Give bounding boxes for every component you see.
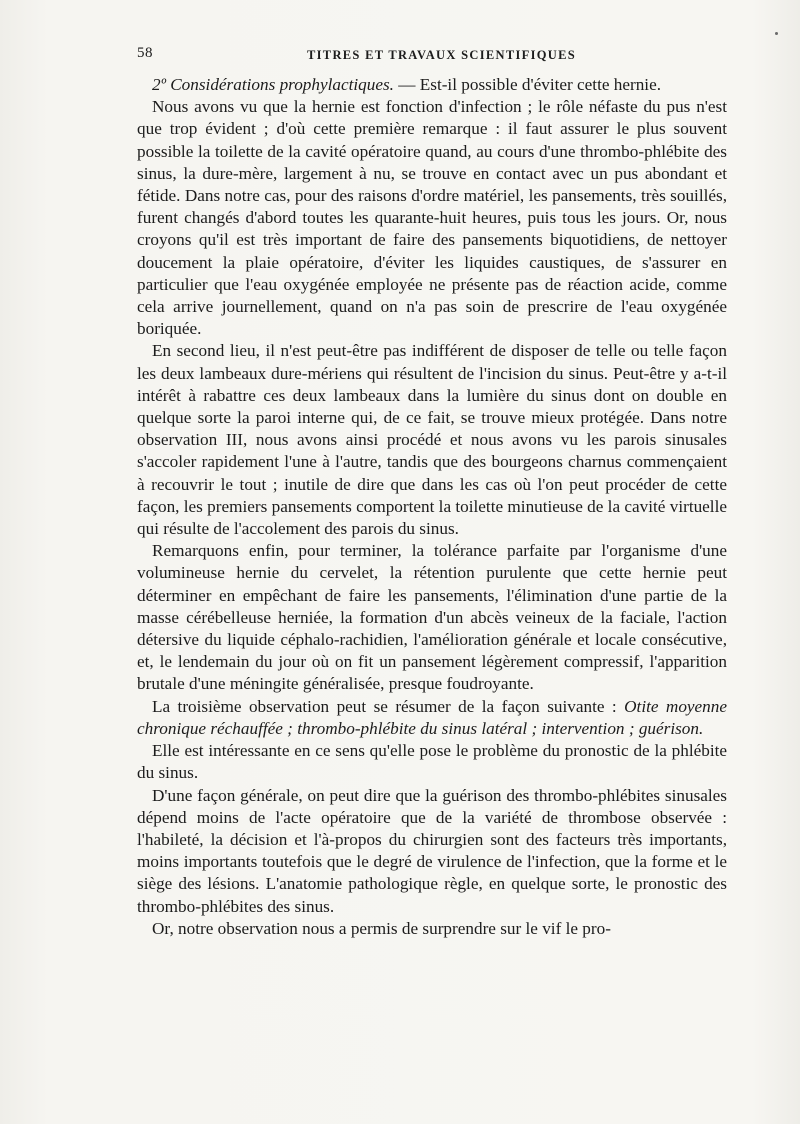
paragraph-4: Remarquons enfin, pour terminer, la tolérance parfaite par l'organisme d'une volumineuse hernie du cervelet, la rétention purulente que cette hernie peut déterminer en empêchant de faire les pansements, l'élimination d'une partie de la masse cérébelleuse herniée, la formation d'un abcès veineux de la faciale, l'action détersive du liquide céphalo-rachidien, l'amélioration générale et locale consécutive, et, le lendemain du jour où on fit un pansement légèrement compressif, l'apparition brutale d'une méningite généralisée, presque foudroyante. <box>137 541 727 694</box>
paragraph-1 <box>137 74 727 96</box>
section-heading: 2º Considérations prophylactiques. <box>152 75 394 94</box>
paragraph-5 <box>137 696 727 740</box>
paragraph-1-text: — Est-il possible d'éviter cette hernie. <box>393 75 662 94</box>
corner-speck <box>775 32 778 35</box>
paragraph-6: Elle est intéressante en ce sens qu'elle pose le problème du pronostic de la phlébite du sinus. <box>137 741 727 783</box>
paragraph-7: D'une façon générale, on peut dire que la guérison des thrombo-phlébites sinusales dépend moins de l'acte opératoire que de la variété de thrombose observée : l'habileté, la décision et l'à-propos du chirurgien sont des facteurs très importants, moins importants toutefois que le degré de virulence de l'infection, que la forme et le siège des lésions. L'anatomie pathologique règle, en quelque sorte, le pronostic des thrombo-phlébites des sinus. <box>137 785 727 916</box>
paragraph-3: En second lieu, il n'est peut-être pas indifférent de disposer de telle ou telle façon les deux lambeaux dure-mériens qui résultent de l'incision du sinus. Peut-être y a-t-il intérêt à rabattre ces deux lambeaux dans la lumière du sinus dont on double en quelque sorte la paroi interne qui, de ce fait, se trouve mieux protégée. Dans notre observation III, nous avons ainsi procédé et nous avons vu les parois sinusales s'accoler rapidement l'une à l'autre, tandis que des bourgeons charnus commençaient à recouvrir le tout ; inutile de dire que dans les cas où l'on peut procéder de cette façon, les premiers pansements comportent la toilette minutieuse de la cavité virtuelle qui résulte de l'accolement des parois du sinus. <box>137 341 727 539</box>
paragraph-8: Or, notre observation nous a permis de surprendre sur le vif le pro- <box>152 918 611 938</box>
paragraph-5-text: La troisième observation peut se résumer de la façon suivante : <box>152 696 625 716</box>
running-title: TITRES ET TRAVAUX SCIENTIFIQUES <box>307 48 576 62</box>
observation-summary: Otite moyenne chronique réchauffée ; thrombo-phlébite du sinus latéral ; intervention ; guérison. <box>137 696 728 738</box>
page-number: 58 <box>137 45 153 61</box>
body-text <box>137 74 727 940</box>
page-header <box>137 40 727 68</box>
paragraph-2: Nous avons vu que la hernie est fonction d'infection ; le rôle néfaste du pus n'est que trop évident ; d'où cette première remarque : il faut assurer le plus souvent possible la toilette de la cavité opératoire quand, au cours d'une thrombo-phlébite des sinus, la dure-mère, largement à nu, se trouve en contact avec un pus abondant et fétide. Dans notre cas, pour des raisons d'ordre matériel, les pansements, très souillés, furent changés d'abord toutes les quarante-huit heures, puis tous les jours. Or, nous croyons qu'il est très important de faire des pansements biquotidiens, de nettoyer doucement la plaie opératoire, d'éviter les liquides caustiques, de s'assurer en particulier que l'eau oxygénée employée ne présente pas de réaction acide, comme cela arrive journellement, quand on n'a pas soin de prescrire de l'eau oxygénée boriquée. <box>137 97 727 339</box>
